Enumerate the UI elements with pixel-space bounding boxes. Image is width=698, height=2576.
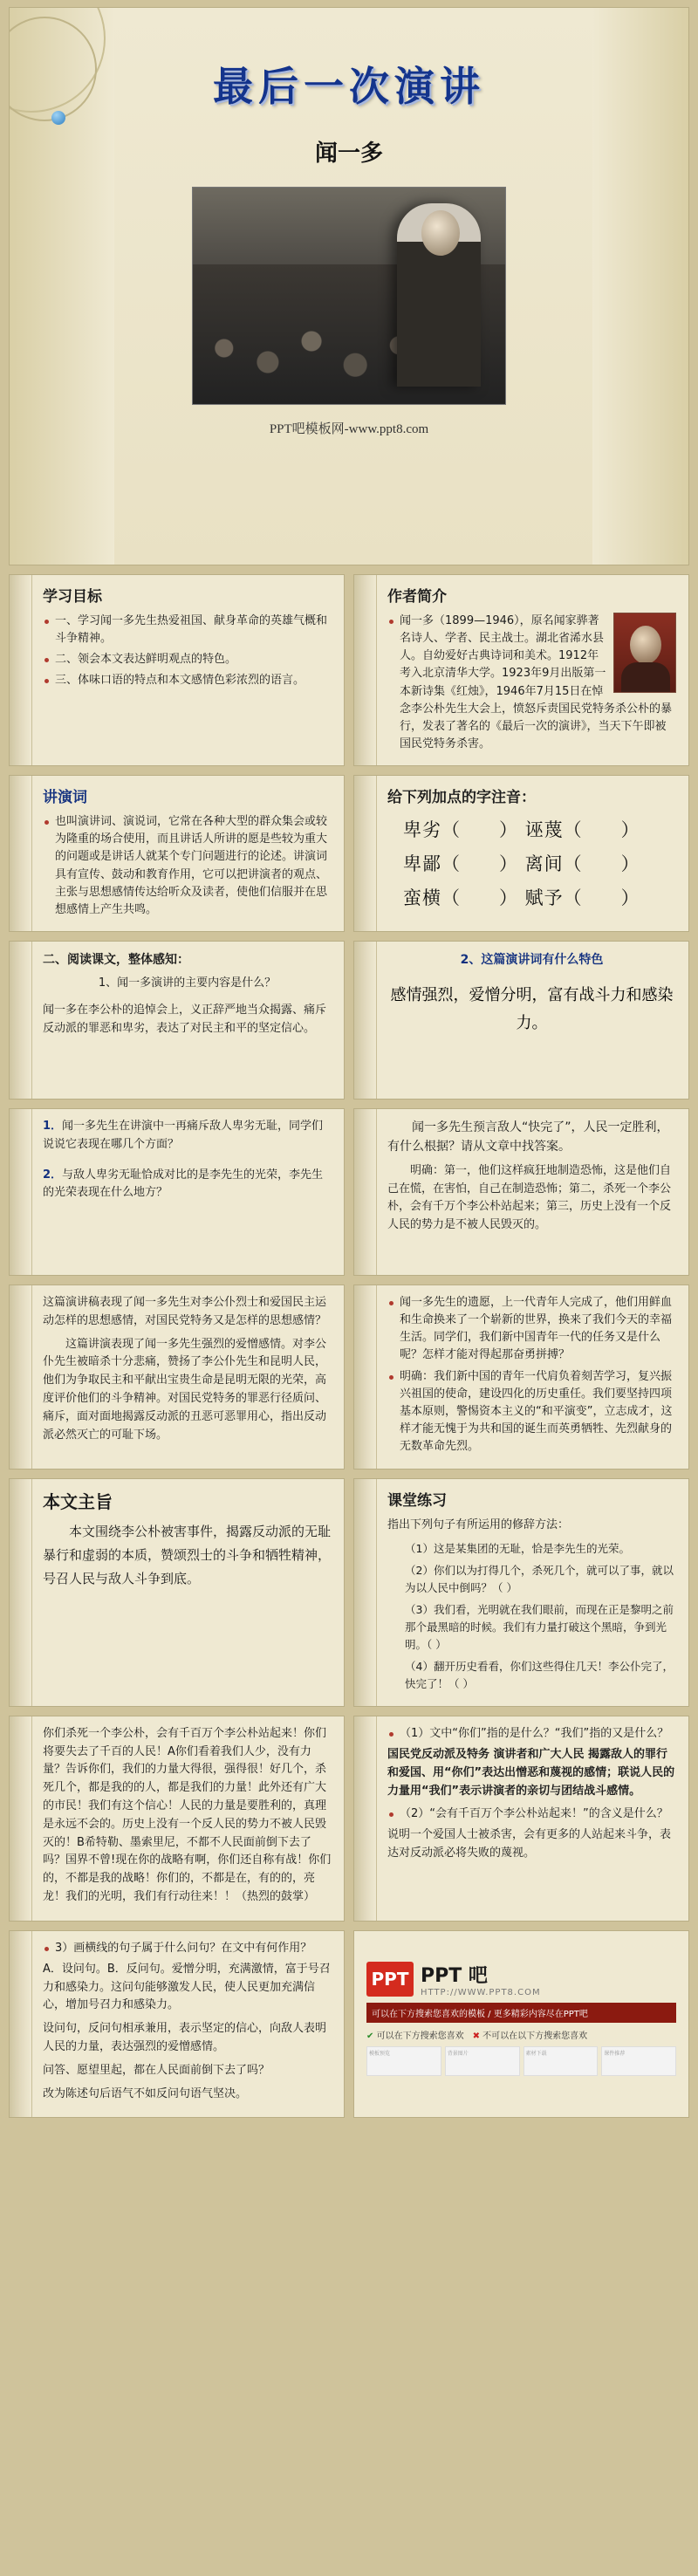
passage-text: 你们杀死一个李公朴，会有千百万个李公朴站起来！你们将要失去了千百的人民！A你们看着我们人少，没有力量？告诉你们，我们的力量大得很，强得很！好几个，杀死几个，都是我的的人，都是我们的力量！此外还有广大的市民！我们有这个信心！人民的力量是要胜利的，真理是永远不会的。历史上没有一个反人民的势力不被人民毁灭的！B希特勒、墨索里尼，不都不人民面前倒下去了吗？国界不曾!现在你的战略有啊，你们还自称有战！你们的，不都是我的战略！你们的，不都是在，有的的，亮龙！我们的光明，我们有行动往来！！（热烈的鼓掌） — [43, 1726, 332, 1903]
pinyin-lines — [387, 813, 676, 915]
row-draft-wish — [9, 1285, 689, 1470]
list-item: （2）你们以为打得几个，杀死几个，就可以了事，就以为以人民中倒吗？（ ） — [405, 1563, 674, 1594]
ppt-brand-name: PPT 吧 — [421, 1964, 488, 1987]
list-item: 3）画横线的句子属于什么问句？在文中有何作用？ — [43, 1940, 332, 1957]
decorative-dot-icon — [51, 111, 65, 125]
rhetoric-answer-3: 问答、愿望里起，都在人民面前倒下去了吗？ — [43, 2063, 270, 2077]
features-header: 2、这篇演讲词有什么特色 — [460, 952, 604, 967]
pinyin-line: 卑鄙（ ） 离间（ ） — [403, 853, 640, 874]
speech-definition-list — [43, 813, 332, 919]
slide-ppt-promo — [353, 1930, 689, 2119]
list-item: （1）文中“你们”指的是什么？“我们”指的又是什么？ — [387, 1725, 676, 1743]
practice-list — [387, 1540, 676, 1693]
row-read-feature — [9, 941, 689, 1100]
draft-question: 这篇演讲稿表现了闻一多先生对李公仆烈士和爱国民主运动怎样的思想感情，对国民党特务又是怎样的思想感情？ — [43, 1295, 327, 1327]
rhetoric-question-list — [43, 1940, 332, 1957]
question-1-text: 闻一多先生在讲演中一再痛斥敌人卑劣无耻，同学们说说它表现在哪几个方面？ — [43, 1119, 324, 1151]
slide-ribbon — [10, 1109, 32, 1275]
rhetoric-answer-4: 改为陈述句后语气不如反问句语气坚决。 — [43, 2086, 248, 2100]
slide-prediction — [353, 1108, 689, 1276]
ppt-check-row — [366, 2028, 676, 2041]
rhetoric-answer-2: 设问句，反问句相承兼用，表示坚定的信心，向敌人表明人民的力量，表达强烈的爱憎感情。 — [43, 2022, 327, 2054]
slide-pinyin-exercise — [353, 775, 689, 932]
reading-header: 二、阅读课文，整体感知： — [43, 952, 189, 967]
features-answer: 感情强烈，爱憎分明，富有战斗力和感染力。 — [390, 985, 674, 1033]
question-2-number: 2． — [43, 1168, 63, 1182]
author-bio-header: 作者简介 — [387, 588, 447, 606]
analysis-list — [387, 1725, 676, 1743]
slide-ribbon — [10, 575, 32, 765]
photo-speaker-face — [421, 210, 460, 256]
learning-goals-header: 学习目标 — [43, 588, 102, 606]
thumbnail[interactable]: 素材下载 — [524, 2046, 599, 2076]
slide-ribbon — [10, 1931, 32, 2118]
slide-passage-analysis — [353, 1716, 689, 1922]
row-mainidea-practice — [9, 1478, 689, 1707]
list-item: （3）我们看，光明就在我们眼前，而现在正是黎明之前那个最黑暗的时候。我们有力量打破这个黑暗，争到光明。（ ） — [405, 1602, 674, 1651]
slide-speech-features — [353, 941, 689, 1100]
reading-answer: 闻一多在李公朴的追悼会上，义正辞严地当众揭露、痛斥反动派的罪恶和卑劣，表达了对民主和平的坚定信心。 — [43, 1003, 327, 1035]
slide-learning-goals — [9, 574, 345, 766]
slide-author-bio — [353, 574, 689, 766]
pinyin-line: 卑劣（ ） 诬蔑（ ） — [403, 819, 640, 841]
learning-goals-list — [43, 613, 332, 690]
list-item: 也叫演讲词、演说词，它常在各种大型的群众集会或较为隆重的场合使用，而且讲话人所讲的愿是些较为重大的问题或是讲话人就某个专门问题进行的论述。讲演词具有宣传、鼓动和教育作用，它可以把讲演者的观点、主张与思想感情传达给听众及读者，使他们信服并在思想感情上产生共鸣。 — [43, 813, 332, 919]
rhetoric-answer-1: A．设问句。B．反问句。爱憎分明，充满激情，富于号召力和感染力。这问句能够激发人民，使人民更加充满信心，增加号召力和感染力。 — [43, 1962, 331, 2012]
ppt-allowed — [366, 2028, 464, 2041]
speech-definition-header: 讲演词 — [43, 789, 87, 807]
row-final-analysis-ppt — [9, 1930, 689, 2119]
slide-reading-comprehension — [9, 941, 345, 1100]
question-1-number: 1． — [43, 1119, 63, 1133]
list-item: 闻一多（1899—1946），原名闻家骅著名诗人、学者、民主战士。湖北省浠水县人。自幼爱好古典诗词和美术。1912年考入北京清华大学。1923年9月出版第一本新诗集《红烛》，1946年7月15日在悼念李公朴先生大会上，愤怒斥责国民党特务杀公朴的暴行，发表了著名的《最后一次的演讲》，当天下午即被国民党特务杀害。 — [387, 613, 676, 753]
slide-ribbon — [354, 1285, 377, 1469]
prediction-question: 闻一多先生预言敌人“快完了”，人民一定胜利，有什么根据？请从文章中找答案。 — [387, 1120, 669, 1154]
slide-ribbon — [10, 1285, 32, 1469]
last-wish-list — [387, 1294, 676, 1456]
list-item: 一、学习闻一多先生热爱祖国、献身革命的英雄气概和斗争精神。 — [43, 613, 332, 647]
slide-ribbon — [354, 776, 377, 931]
thumbnail[interactable]: 模板预览 — [366, 2046, 441, 2076]
slide-ribbon — [354, 1109, 377, 1275]
thumbnail[interactable]: 背景图片 — [445, 2046, 520, 2076]
slide-last-wish — [353, 1285, 689, 1470]
list-item: 三、体味口语的特点和本文感情色彩浓烈的语言。 — [43, 672, 332, 689]
slide-questions — [9, 1108, 345, 1276]
slide-ribbon — [10, 1479, 32, 1706]
check-icon: ✔ — [366, 2031, 374, 2041]
slide-ribbon — [354, 1479, 377, 1706]
draft-answer: 这篇讲演表现了闻一多先生强烈的爱憎感情。对李公仆先生被暗杀十分悲痛，赞扬了李公仆先生和昆明人民，他们为争取民主和平献出宝贵生命是昆明无限的光荣，高度评价他们的斗争精神。对国民党特务的罪恶行径质问、痛斥，面对面地揭露反动派的丑恶可恶罪用心，指出反动派必然灭亡的可耻下场。 — [43, 1337, 327, 1442]
slide-ribbon — [10, 942, 32, 1099]
ppt-url[interactable]: HTTP://WWW.PPT8.COM — [421, 1987, 541, 1997]
ppt-logo-icon: PPT — [366, 1962, 414, 1997]
ppt-forbidden — [473, 2028, 588, 2041]
practice-header: 课堂练习 — [387, 1491, 447, 1510]
prediction-answer: 明确：第一，他们这样疯狂地制造恐怖，这是他们自己在慌，在害怕，自己在制造恐怖；第二，杀死一个李公朴，会有千万个李公朴站起来；第三，历史上没有一个反人民的势力是不被人民毁灭的。 — [387, 1163, 672, 1232]
ppt-banner: 可以在下方搜索您喜欢的模板 / 更多精彩内容尽在PPT吧 — [366, 2003, 676, 2023]
pinyin-header: 给下列加点的字注音： — [387, 789, 536, 807]
slide-ribbon — [354, 942, 377, 1099]
row-passage-analysis — [9, 1716, 689, 1922]
title-slide — [9, 7, 689, 565]
ppt-allowed-text: 可以在下方搜索您喜欢 — [376, 2031, 464, 2041]
page-title: 最后一次演讲 — [213, 63, 485, 110]
slide-main-idea — [9, 1478, 345, 1707]
author-bio-list — [387, 613, 676, 753]
main-idea-text: 本文围绕李公朴被害事件，揭露反动派的无耻暴行和虚弱的本质，赞颂烈士的斗争和牺牲精神，号召人民与敌人斗争到底。 — [43, 1523, 332, 1586]
slide-speech-definition — [9, 775, 345, 932]
row-speech-pinyin — [9, 775, 689, 932]
list-item: 明确：我们新中国的青年一代肩负着刻苦学习，复兴振兴祖国的使命，建设四化的历史重任。我们要坚持四项基本原则，警惕资本主义的“和平演变”，立志成才，这样才能无愧于为共和国的诞生而英勇牺牲、先烈献身的无数革命先烈。 — [387, 1368, 676, 1456]
main-idea-header: 本文主旨 — [43, 1490, 113, 1512]
cross-icon: ✖ — [472, 2031, 480, 2041]
reading-question: 1、闻一多演讲的主要内容是什么？ — [98, 976, 277, 990]
site-watermark: PPT吧模板网-www.ppt8.com — [269, 422, 429, 436]
thumbnail[interactable]: 课件推荐 — [601, 2046, 676, 2076]
list-item: （2）“会有千百万个李公朴站起来！”的含义是什么？ — [387, 1805, 676, 1823]
row-goals-author — [9, 574, 689, 766]
practice-intro: 指出下列句子有所运用的修辞方法： — [387, 1518, 570, 1531]
author-name: 闻一多 — [314, 140, 383, 167]
slide-ribbon — [10, 776, 32, 931]
slide-rhetoric-analysis — [9, 1930, 345, 2119]
pinyin-line: 蛮横（ ） 赋予（ ） — [403, 887, 640, 908]
analysis-answer-2: 说明一个爱国人士被杀害，会有更多的人站起来斗争，表达对反动派必将失败的蔑视。 — [387, 1828, 672, 1860]
slide-draft-emotion — [9, 1285, 345, 1470]
ppt-forbidden-text: 不可以在以下方搜索您喜欢 — [482, 2031, 588, 2041]
title-photo — [192, 187, 506, 405]
slide-passage-excerpt — [9, 1716, 345, 1922]
list-item: （1）这是某集团的无耻，恰是李先生的光荣。 — [405, 1541, 630, 1555]
row-questions-prediction — [9, 1108, 689, 1276]
slide-ribbon — [354, 1716, 377, 1921]
list-item: 二、领会本文表达鲜明观点的特色。 — [43, 651, 332, 668]
list-item: （4）翻开历史看看，你们这些得住几天！李公仆完了，快完了！（ ） — [405, 1659, 674, 1690]
question-1 — [43, 1118, 332, 1154]
question-2-text: 与敌人卑劣无耻恰成对比的是李先生的光荣，李先生的光荣表现在什么地方？ — [43, 1168, 324, 1200]
slide-ribbon — [10, 1716, 32, 1921]
list-item: 闻一多先生的遗愿，上一代青年人完成了，他们用鲜血和生命换来了一个崭新的世界，换来了我们今天的幸福生活。同学们，我们新中国青年一代的任务又是什么呢？怎样才能对得起那奋勇拼搏？ — [387, 1294, 676, 1365]
analysis-answer-1: 国民党反动派及特务 演讲者和广大人民 揭露敌人的罪行和爱国、用“你们”表达出憎恶和蔑视的感情；联说人民的力量用“我们”表示讲演者的亲切与团结战斗感情。 — [387, 1747, 675, 1798]
slide-class-practice — [353, 1478, 689, 1707]
question-2 — [43, 1167, 332, 1203]
ppt-thumbnail-row[interactable] — [366, 2046, 676, 2076]
analysis-list-2 — [387, 1805, 676, 1823]
ppt-brand-row[interactable] — [366, 1961, 676, 1997]
slide-ribbon — [354, 575, 377, 765]
